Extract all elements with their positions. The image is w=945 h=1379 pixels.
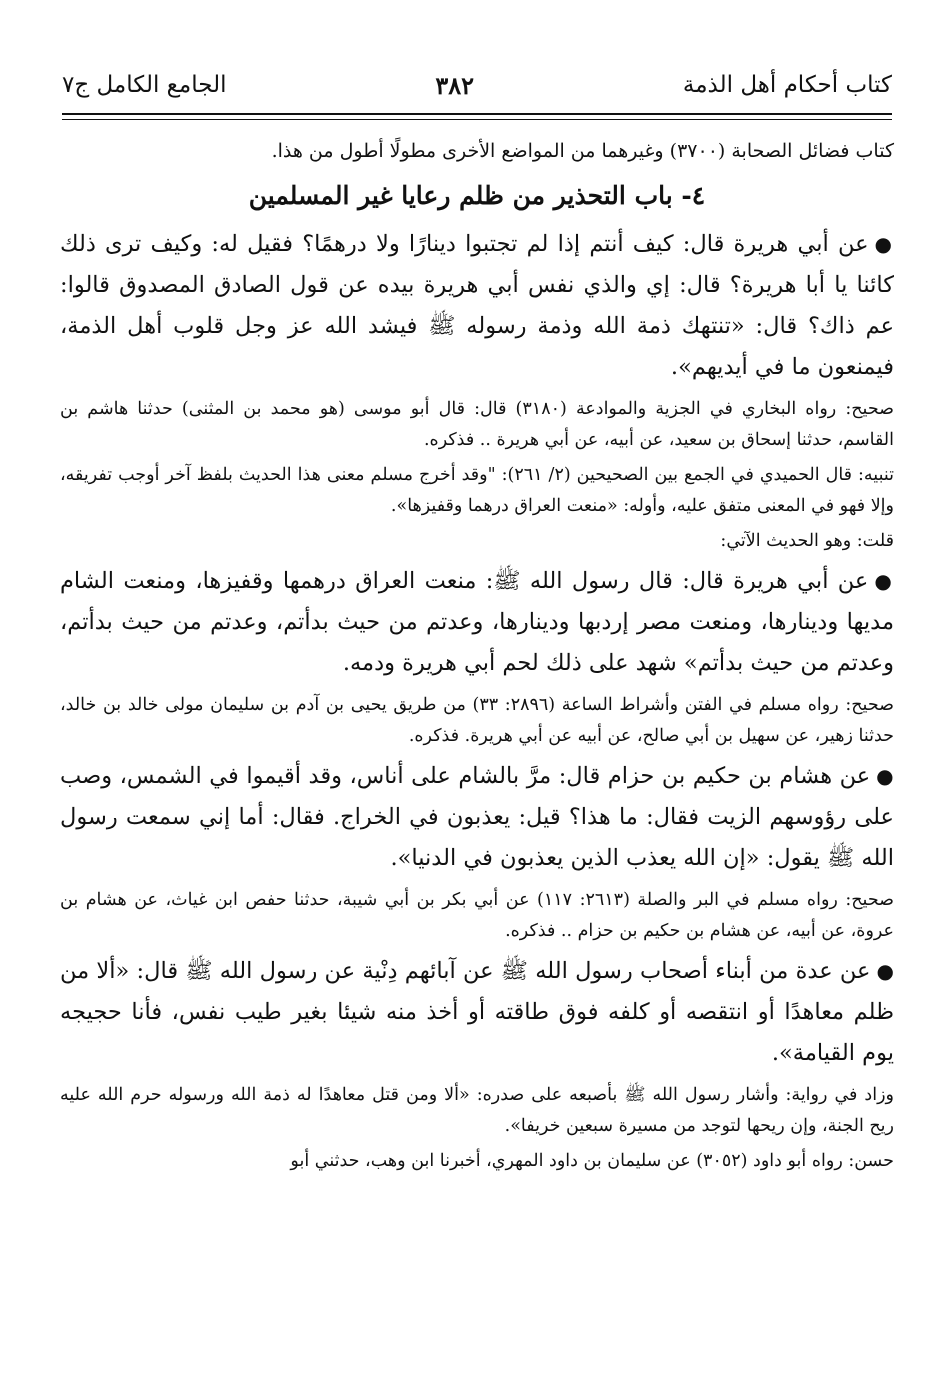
bullet-icon: ● xyxy=(874,569,895,593)
page-body xyxy=(60,134,894,1181)
page-number: ٣٨٢ xyxy=(435,70,475,100)
author-remark: قلت: وهو الحديث الآتي: xyxy=(720,531,894,551)
bullet-icon: ● xyxy=(876,959,895,983)
header-rule-thin xyxy=(62,119,892,120)
hadith-paragraph xyxy=(60,224,894,388)
hadith-text: عن أبي هريرة قال: قال رسول الله ﷺ: منعت العراق درهمها وقفيزها، ومنعت الشام مديها ودينارها، ومنعت مصر إردبها ودينارها، وعدتم من حيث بدأتم، وعدتم من حيث بدأتم، وعدتم من حيث بدأتم» شهد على ذلك لحم أبي هريرة ودمه. xyxy=(60,568,894,676)
additional-narration-note: وزاد في رواية: وأشار رسول الله ﷺ بأصبعه على صدره: «ألا ومن قتل معاهدًا له ذمة الله ورسوله حرم الله عليه ريح الجنة، وإن ريحها لتوجد من مسيرة سبعين خريفا». xyxy=(60,1085,894,1136)
volume-title: الجامع الكامل ج٧ xyxy=(62,72,227,98)
hadith-text: عن أبي هريرة قال: كيف أنتم إذا لم تجتبوا دينارًا ولا درهمًا؟ فقيل له: وكيف ترى ذلك كائنا يا أبا هريرة؟ قال: إي والذي نفس أبي هريرة بيده عن قول الصادق المصدوق قالوا: عم ذاك؟ قال: «تنتهك ذمة الله وذمة رسوله ﷺ فيشد الله عز وجل قلوب أهل الذمة، فيمنعون ما في أيديهم». xyxy=(60,231,894,380)
tanbih-note: تنبيه: قال الحميدي في الجمع بين الصحيحين (٢/ ٢٦١): "وقد أخرج مسلم معنى هذا الحديث بلفظ آخر أوجب تفريقه، وإلا فهو في المعنى متفق عليه، وأوله: «منعت العراق درهما وقفيزها». xyxy=(60,465,894,516)
takhrij-note: صحيح: رواه مسلم في الفتن وأشراط الساعة (٢٨٩٦: ٣٣) من طريق يحيى بن آدم بن سليمان مولى خالد بن خالد، حدثنا زهير، عن سهيل بن أبي صالح، عن أبيه عن أبي هريرة. فذكره. xyxy=(60,695,894,746)
hadith-text: عن عدة من أبناء أصحاب رسول الله ﷺ عن آبائهم دِنْية عن رسول الله ﷺ قال: «ألا من ظلم معاهدًا أو انتقصه أو كلفه فوق طاقته أو أخذ منه شيئا بغير طيب نفس، فأنا حجيجه يوم القيامة». xyxy=(60,958,894,1066)
takhrij-note: صحيح: رواه البخاري في الجزية والموادعة (٣١٨٠) قال: قال أبو موسى (هو محمد بن المثنى) حدثنا هاشم بن القاسم، حدثنا إسحاق بن سعيد، عن أبيه، عن أبي هريرة .. فذكره. xyxy=(60,399,894,450)
hadith-paragraph xyxy=(60,951,894,1074)
running-header xyxy=(62,66,892,104)
hadith-text: عن هشام بن حكيم بن حزام قال: مرَّ بالشام على أناس، وقد أقيموا في الشمس، وصب على رؤوسهم الزيت فقال: ما هذا؟ قيل: يعذبون في الخراج. فقال: أما إني سمعت رسول الله ﷺ يقول: «إن الله يعذب الذين يعذبون في الدنيا». xyxy=(60,763,894,871)
hadith-paragraph xyxy=(60,561,894,684)
book-title: كتاب أحكام أهل الذمة xyxy=(682,72,892,98)
carried-over-note: كتاب فضائل الصحابة (٣٧٠٠) وغيرهما من المواضع الأخرى مطولًا أطول من هذا. xyxy=(271,140,894,162)
header-rule-thick xyxy=(62,113,892,115)
takhrij-note: صحيح: رواه مسلم في البر والصلة (٢٦١٣: ١١٧) عن أبي بكر بن أبي شيبة، حدثنا حفص ابن غياث، عن هشام بن عروة، عن أبيه، عن هشام بن حكيم بن حزام .. فذكره. xyxy=(60,890,894,941)
bullet-icon: ● xyxy=(876,764,894,788)
chapter-heading: ٤- باب التحذير من ظلم رعايا غير المسلمين xyxy=(248,181,706,210)
takhrij-note: حسن: رواه أبو داود (٣٠٥٢) عن سليمان بن داود المهري، أخبرنا ابن وهب، حدثني أبو xyxy=(290,1151,894,1171)
hadith-paragraph xyxy=(60,756,894,879)
bullet-icon: ● xyxy=(874,232,894,256)
